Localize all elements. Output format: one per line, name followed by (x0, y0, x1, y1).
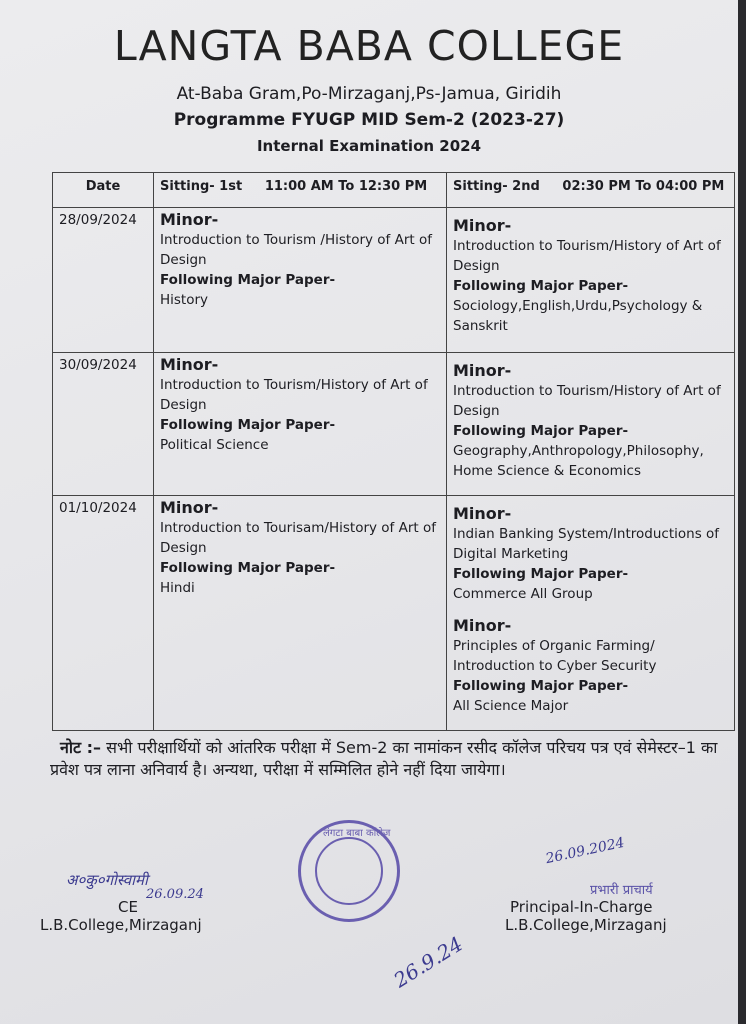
minor-subject: Introduction to Tourism /History of Art of Design (160, 232, 432, 268)
exam-title: Internal Examination 2024 (256, 137, 482, 155)
minor-label: Minor- (453, 504, 512, 523)
minor-label: Minor- (453, 361, 512, 380)
major-subjects: Political Science (160, 437, 269, 453)
minor-label: Minor- (160, 498, 219, 517)
college-address: At-Baba Gram,Po-Mirzaganj,Ps-Jamua, Giridih (176, 84, 562, 104)
paper-block (453, 504, 728, 604)
principal-org: L.B.College,Mirzaganj (505, 916, 667, 934)
page-edge (738, 0, 746, 1024)
paper-block (160, 355, 440, 455)
major-paper-label: Following Major Paper- (160, 272, 336, 288)
major-paper-label: Following Major Paper- (453, 278, 629, 294)
header-sitting-2: Sitting- 2nd 02:30 PM To 04:00 PM (447, 173, 735, 208)
major-paper-label: Following Major Paper- (160, 417, 336, 433)
sitting-1-cell (154, 353, 447, 496)
major-paper-label: Following Major Paper- (453, 423, 629, 439)
major-subjects: History (160, 292, 209, 308)
ce-signature-date: 26.09.24 (146, 887, 204, 902)
major-subjects: Commerce All Group (453, 586, 593, 602)
note-text: सभी परीक्षार्थियों को आंतरिक परीक्षा में Sem-2 का नामांकन रसीद कॉलेज परिचय पत्र एवं सेमेस्टर–1 का प्रवेश पत्र लाना अनिवार्य है। अन्यथा, परीक्षा में सम्मिलित होने नहीं दिया जायेगा। (50, 738, 718, 779)
minor-subject: Introduction to Tourism/History of Art of Design (453, 238, 721, 274)
ce-role: CE (118, 898, 138, 916)
paper-block (160, 210, 440, 310)
major-paper-label: Following Major Paper- (453, 678, 629, 694)
principal-signature: 26.09.2024 (544, 834, 626, 868)
table-header-row (53, 173, 735, 208)
major-subjects: Sociology,English,Urdu,Psychology & Sanskrit (453, 298, 703, 334)
minor-subject: Principles of Organic Farming/ Introduction to Cyber Security (453, 638, 657, 674)
note-label: नोट :– (60, 738, 102, 757)
header-date: Date (53, 173, 154, 208)
minor-subject: Introduction to Tourism/History of Art of Design (453, 383, 721, 419)
exam-date: 01/10/2024 (53, 496, 154, 731)
minor-label: Minor- (160, 210, 219, 229)
exam-schedule-table (52, 172, 735, 731)
sitting-2-cell (447, 496, 735, 731)
exam-date: 28/09/2024 (53, 208, 154, 353)
center-signature-date: 26.9.24 (389, 931, 467, 993)
ce-org: L.B.College,Mirzaganj (40, 916, 202, 934)
table-row (53, 353, 735, 496)
sitting-2-cell (447, 353, 735, 496)
sitting-1-cell (154, 208, 447, 353)
principal-role: Principal-In-Charge (510, 898, 653, 916)
principal-hindi-stamp: प्रभारी प्राचार्य (590, 883, 653, 898)
ce-signature: अ०कु०गोस्वामी (66, 871, 148, 889)
minor-subject: Introduction to Tourism/History of Art of Design (160, 377, 428, 413)
minor-subject: Indian Banking System/Introductions of Digital Marketing (453, 526, 720, 562)
major-paper-label: Following Major Paper- (453, 566, 629, 582)
minor-label: Minor- (453, 616, 512, 635)
paper-block (453, 616, 728, 716)
sitting-1-cell (154, 496, 447, 731)
table-row (53, 496, 735, 731)
header-sitting-1: Sitting- 1st 11:00 AM To 12:30 PM (154, 173, 447, 208)
note-paragraph (50, 737, 730, 781)
major-subjects: Hindi (160, 580, 195, 596)
minor-subject: Introduction to Tourisam/History of Art of Design (160, 520, 436, 556)
minor-label: Minor- (160, 355, 219, 374)
paper-block (160, 498, 440, 598)
paper-block (453, 216, 728, 336)
programme-line: Programme FYUGP MID Sem-2 (2023-27) (173, 110, 565, 130)
sitting-2-cell (447, 208, 735, 353)
college-title: LANGTA BABA COLLEGE (113, 22, 625, 70)
college-seal: लंगटा बाबा कॉलेज (298, 820, 400, 922)
minor-label: Minor- (453, 216, 512, 235)
table-row (53, 208, 735, 353)
major-paper-label: Following Major Paper- (160, 560, 336, 576)
paper-block (453, 361, 728, 481)
exam-date: 30/09/2024 (53, 353, 154, 496)
major-subjects: Geography,Anthropology,Philosophy, Home Science & Economics (453, 443, 704, 479)
major-subjects: All Science Major (453, 698, 569, 714)
